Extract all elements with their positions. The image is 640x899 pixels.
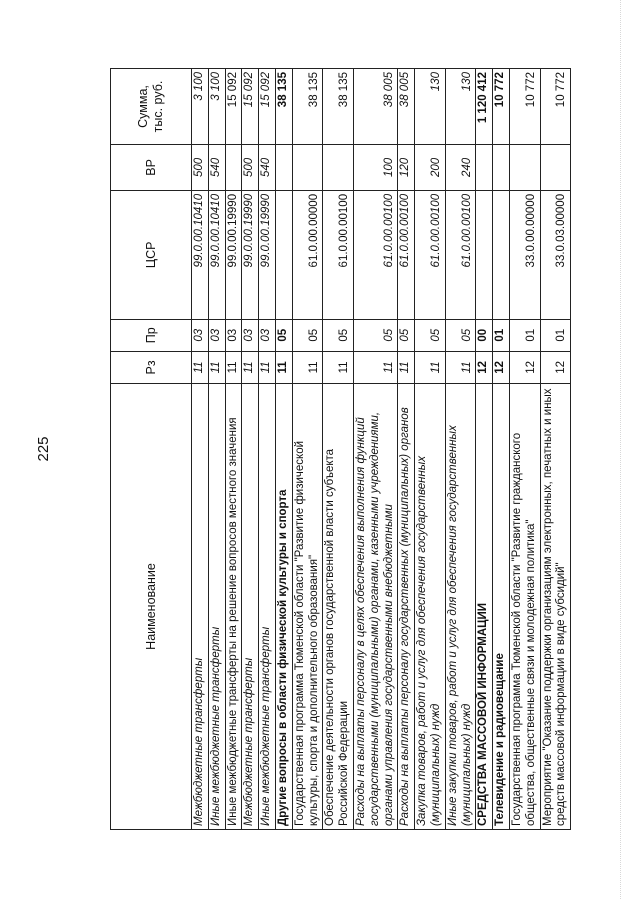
cell-rz: 12 [476,351,493,383]
cell-name: Межбюджетные трансферты [242,383,259,829]
cell-vr: 540 [259,144,276,190]
cell-pr: 05 [445,319,476,351]
cell-name: Расходы на выплаты персоналу в целях обеспечения выполнения функций государственными (муниципальными) органами, казенными учреждениями, органами управления государственными внебюджетными [353,383,397,829]
table-row [292,69,323,830]
cell-vr: 100 [353,144,397,190]
cell-csr [275,190,292,319]
cell-pr: 03 [242,319,259,351]
cell-rz: 11 [445,351,476,383]
cell-csr: 33.0.03.00000 [540,190,571,319]
cell-pr: 03 [259,319,276,351]
cell-pr: 05 [415,319,446,351]
table-row [275,69,292,830]
table-body [192,69,571,830]
header-pr: Пр [111,319,192,351]
header-rz: Рз [111,351,192,383]
cell-sum: 10 772 [493,69,510,145]
header-vr: ВР [111,144,192,190]
cell-sum: 10 772 [509,69,540,145]
table-row [242,69,259,830]
cell-pr: 03 [208,319,225,351]
cell-rz: 11 [225,351,242,383]
table-row [540,69,571,830]
cell-name: Государственная программа Тюменской области "Развитие гражданского общества, общественные связи и молодежная политика" [509,383,540,829]
cell-name: Обеспечение деятельности органов государственной власти субъекта Российской Федерации [323,383,354,829]
cell-csr [493,190,510,319]
table-row [208,69,225,830]
cell-rz: 11 [208,351,225,383]
cell-rz: 11 [353,351,397,383]
table-row [493,69,510,830]
table-header-row [111,69,192,830]
cell-vr [493,144,510,190]
cell-vr [292,144,323,190]
cell-sum: 15 092 [225,69,242,145]
cell-vr [323,144,354,190]
cell-sum: 38 135 [275,69,292,145]
cell-sum: 38 135 [323,69,354,145]
cell-vr: 120 [398,144,415,190]
cell-pr: 05 [323,319,354,351]
table-row [225,69,242,830]
cell-rz: 11 [259,351,276,383]
cell-name: Закупка товаров, работ и услуг для обеспечения государственных (муниципальных) нужд [415,383,446,829]
cell-pr: 05 [275,319,292,351]
cell-pr: 03 [192,319,209,351]
table-row [509,69,540,830]
cell-rz: 11 [398,351,415,383]
cell-name: Иные межбюджетные трансферты на решение вопросов местного значения [225,383,242,829]
cell-sum: 38 005 [353,69,397,145]
cell-csr [476,190,493,319]
cell-name: Другие вопросы в области физической культуры и спорта [275,383,292,829]
table-row [323,69,354,830]
cell-rz: 12 [493,351,510,383]
cell-csr: 61.0.00.00000 [292,190,323,319]
cell-rz: 11 [292,351,323,383]
table-row [476,69,493,830]
cell-sum: 1 120 412 [476,69,493,145]
cell-name: Государственная программа Тюменской области "Развитие физической культуры, спорта и дополнительного образования" [292,383,323,829]
scan-edge-line [620,0,622,899]
cell-sum: 130 [415,69,446,145]
cell-csr: 33.0.00.00000 [509,190,540,319]
cell-csr: 99.0.00.10410 [208,190,225,319]
cell-csr: 61.0.00.00100 [415,190,446,319]
rotated-table-container [110,68,568,830]
cell-name: Иные закупки товаров, работ и услуг для обеспечения государственных (муниципальных) нужд [445,383,476,829]
cell-vr [509,144,540,190]
header-sum: Сумма, тыс. руб. [111,69,192,145]
cell-csr: 99.0.00.19990 [225,190,242,319]
table-row [192,69,209,830]
cell-name: Расходы на выплаты персоналу государственных (муниципальных) органов [398,383,415,829]
cell-pr: 05 [398,319,415,351]
cell-pr: 03 [225,319,242,351]
cell-pr: 00 [476,319,493,351]
cell-name: СРЕДСТВА МАССОВОЙ ИНФОРМАЦИИ [476,383,493,829]
cell-rz: 11 [415,351,446,383]
table-row [445,69,476,830]
cell-vr: 240 [445,144,476,190]
cell-csr: 61.0.00.00100 [398,190,415,319]
table-row [353,69,397,830]
cell-vr [225,144,242,190]
cell-vr: 540 [208,144,225,190]
cell-rz: 11 [323,351,354,383]
cell-rz: 11 [192,351,209,383]
cell-vr: 200 [415,144,446,190]
cell-sum: 15 092 [242,69,259,145]
cell-sum: 130 [445,69,476,145]
cell-name: Межбюджетные трансферты [192,383,209,829]
cell-pr: 01 [540,319,571,351]
cell-rz: 12 [509,351,540,383]
cell-vr: 500 [192,144,209,190]
cell-name: Телевидение и радиовещание [493,383,510,829]
cell-sum: 3 100 [192,69,209,145]
cell-pr: 05 [292,319,323,351]
cell-pr: 01 [509,319,540,351]
cell-vr [476,144,493,190]
cell-name: Иные межбюджетные трансферты [208,383,225,829]
cell-name: Мероприятие "Оказание поддержки организациям электронных, печатных и иных средств массовой информации в виде субсидий" [540,383,571,829]
cell-csr: 61.0.00.00100 [353,190,397,319]
page-number: 225 [35,436,52,462]
cell-csr: 99.0.00.10410 [192,190,209,319]
cell-pr: 01 [493,319,510,351]
header-name: Наименование [111,383,192,829]
cell-sum: 3 100 [208,69,225,145]
cell-rz: 12 [540,351,571,383]
cell-vr [540,144,571,190]
table-row [415,69,446,830]
cell-rz: 11 [275,351,292,383]
table-row [398,69,415,830]
cell-sum: 10 772 [540,69,571,145]
cell-rz: 11 [242,351,259,383]
cell-csr: 99.0.00.19990 [259,190,276,319]
header-csr: ЦСР [111,190,192,319]
cell-sum: 15 092 [259,69,276,145]
cell-vr: 500 [242,144,259,190]
cell-pr: 05 [353,319,397,351]
budget-table [110,68,571,830]
cell-name: Иные межбюджетные трансферты [259,383,276,829]
table-row [259,69,276,830]
cell-csr: 99.0.00.19990 [242,190,259,319]
cell-csr: 61.0.00.00100 [445,190,476,319]
cell-csr: 61.0.00.00100 [323,190,354,319]
cell-sum: 38 135 [292,69,323,145]
cell-sum: 38 005 [398,69,415,145]
cell-vr [275,144,292,190]
